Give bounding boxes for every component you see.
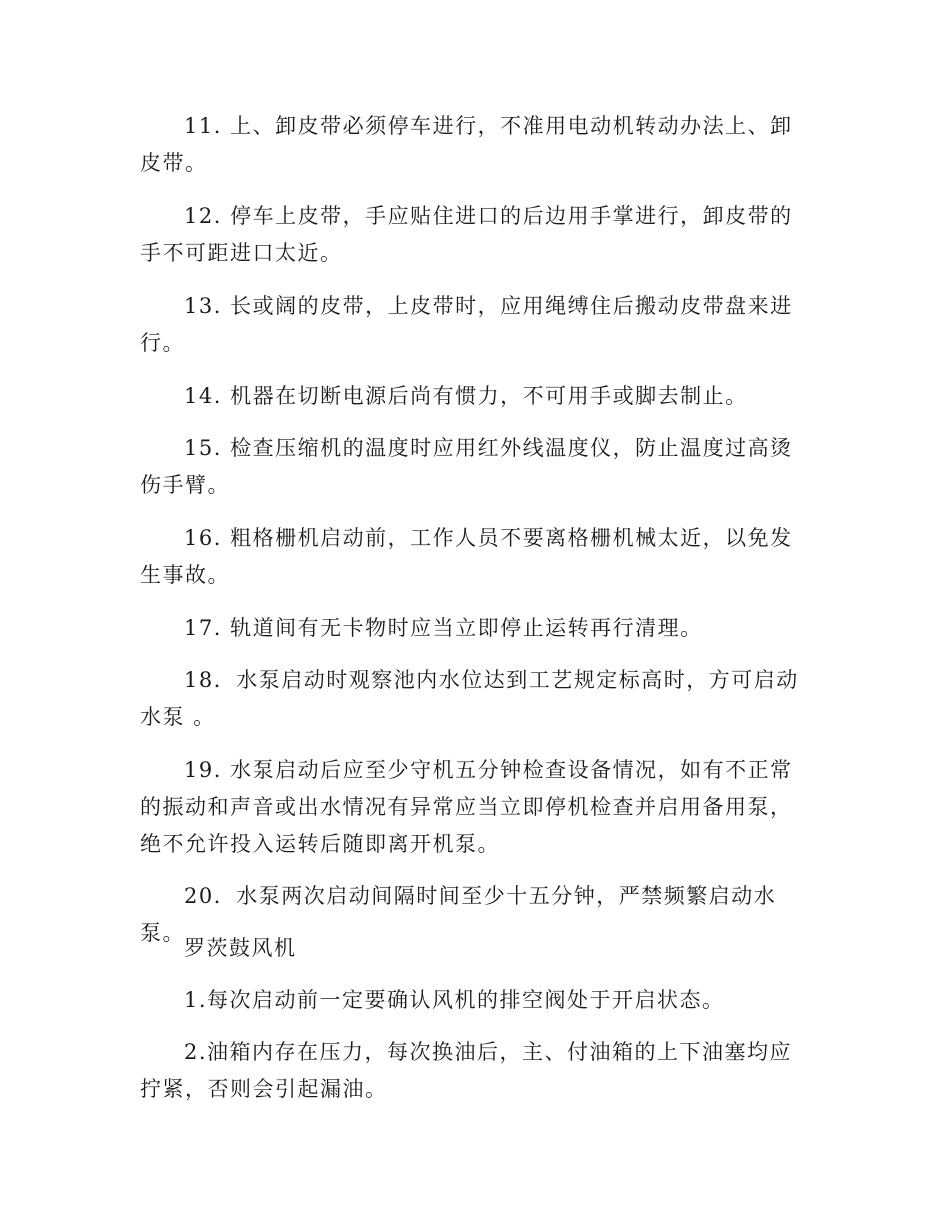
paragraph-item-blower-2: 2.油箱内存在压力，每次换油后，主、付油箱的上下油塞均应拧紧，否则会引起漏油。 (140, 1040, 793, 1101)
paragraph-item-18: 18．水泵启动时观察池内水位达到工艺规定标高时，方可启动水泵 。 (140, 668, 799, 729)
paragraph-item-14: 14. 机器在切断电源后尚有惯力，不可用手或脚去制止。 (184, 384, 748, 408)
paragraph-item-20: 20．水泵两次启动间隔时间至少十五分钟，严禁频繁启动水泵。 (140, 884, 777, 945)
paragraph-item-19: 19. 水泵启动后应至少守机五分钟检查设备情况，如有不正常的振动和声音或出水情况有异常应当立即停机检查并启用备用泵，绝不允许投入运转后随即离开机泵。 (140, 758, 793, 856)
paragraph-item-17: 17. 轨道间有无卡物时应当立即停止运转再行清理。 (184, 616, 703, 640)
paragraph-item-blower-1: 1.每次启动前一定要确认风机的排空阀处于开启状态。 (184, 988, 725, 1012)
paragraph-item-16: 16. 粗格栅机启动前，工作人员不要离格栅机械太近，以免发生事故。 (140, 526, 793, 587)
paragraph-item-12: 12. 停车上皮带，手应贴住进口的后边用手掌进行，卸皮带的手不可距进口太近。 (140, 204, 793, 265)
paragraph-item-11: 11. 上、卸皮带必须停车进行，不准用电动机转动办法上、卸皮带。 (140, 114, 793, 175)
paragraph-item-15: 15. 检查压缩机的温度时应用红外线温度仪，防止温度过高烫伤手臂。 (140, 436, 793, 497)
paragraph-item-13: 13. 长或阔的皮带，上皮带时，应用绳缚住后搬动皮带盘来进行。 (140, 294, 793, 355)
section-heading-roots-blower: 罗茨鼓风机 (184, 936, 297, 960)
